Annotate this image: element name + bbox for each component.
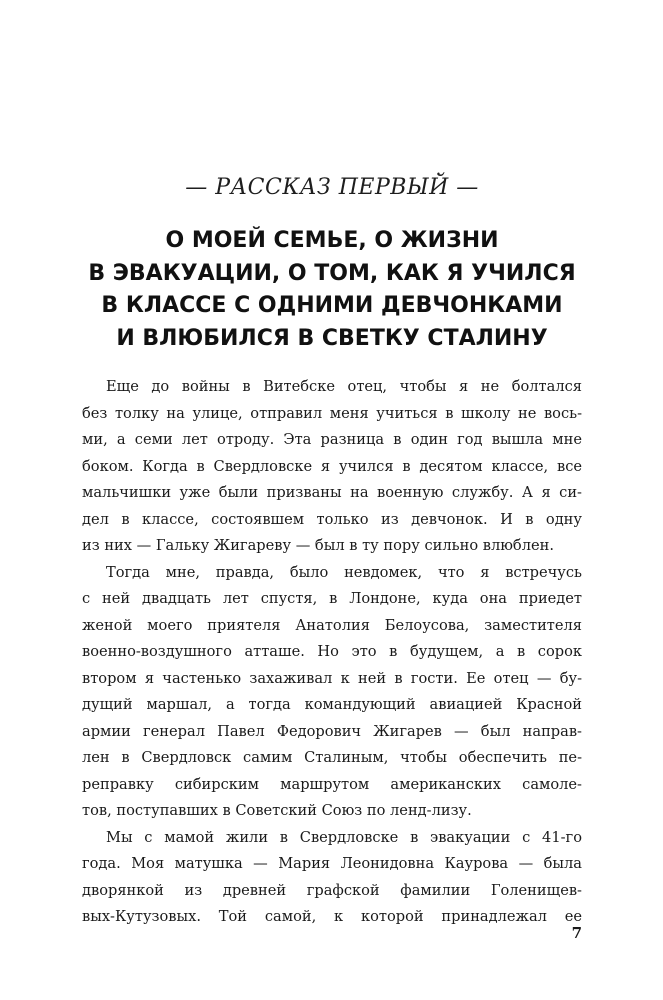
text-line: боком. Когда в Свердловске я учился в десятом классе, все: [82, 457, 582, 475]
paragraph-1: [82, 374, 582, 560]
text-line: из них — Гальку Жигареву — был в ту пору сильно влюблен.: [82, 537, 554, 554]
text-line: дворянкой из древней графской фамилии Голенищев-: [82, 881, 582, 899]
book-page: [82, 0, 582, 1000]
chapter-title-line: В КЛАССЕ С ОДНИМИ ДЕВЧОНКАМИ: [101, 293, 563, 318]
text-line: армии генерал Павел Федорович Жигарев — был направ-: [82, 722, 582, 740]
text-line: реправку сибирским маршрутом американских самоле-: [82, 775, 582, 793]
text-line: дел в классе, состоявшем только из девчонок. И в одну: [82, 510, 582, 528]
text-line: Мы с мамой жили в Свердловске в эвакуации с 41-го: [106, 828, 582, 846]
text-line: тов, поступавших в Советский Союз по ленд-лизу.: [82, 802, 472, 819]
chapter-title-line: И ВЛЮБИЛСЯ В СВЕТКУ СТАЛИНУ: [116, 325, 548, 351]
chapter-title-line: О МОЕЙ СЕМЬЕ, О ЖИЗНИ: [165, 228, 499, 253]
text-line: года. Моя матушка — Мария Леонидовна Каурова — была: [82, 855, 582, 872]
text-line: ми, а семи лет отроду. Эта разница в один год вышла мне: [82, 431, 582, 448]
text-line: Еще до войны в Витебске отец, чтобы я не болтался: [106, 378, 582, 395]
text-line: с ней двадцать лет спустя, в Лондоне, куда она приедет: [82, 590, 582, 607]
text-line: военно-воздушного атташе. Но это в будущем, а в сорок: [82, 643, 582, 660]
chapter-title: [82, 225, 582, 355]
body-text: [82, 374, 582, 931]
section-label: — РАССКАЗ ПЕРВЫЙ —: [185, 175, 479, 200]
page-number: 7: [571, 924, 582, 942]
paragraph-2: [82, 560, 582, 825]
text-line: дущий маршал, а тогда командующий авиацией Красной: [82, 696, 582, 713]
text-line: Тогда мне, правда, было невдомек, что я встречусь: [106, 563, 582, 581]
text-line: вых-Кутузовых. Той самой, к которой принадлежал ее: [82, 908, 582, 925]
chapter-title-line: В ЭВАКУАЦИИ, О ТОМ, КАК Я УЧИЛСЯ: [88, 260, 576, 286]
paragraph-3: [82, 825, 582, 931]
text-line: женой моего приятеля Анатолия Белоусова, заместителя: [82, 616, 582, 634]
text-line: мальчишки уже были призваны на военную службу. А я си-: [82, 484, 582, 501]
text-line: лен в Свердловск самим Сталиным, чтобы обеспечить пе-: [82, 749, 582, 766]
text-line: без толку на улице, отправил меня учиться в школу не вось-: [82, 404, 582, 422]
text-line: втором я частенько захаживал к ней в гости. Ее отец — бу-: [82, 669, 582, 687]
